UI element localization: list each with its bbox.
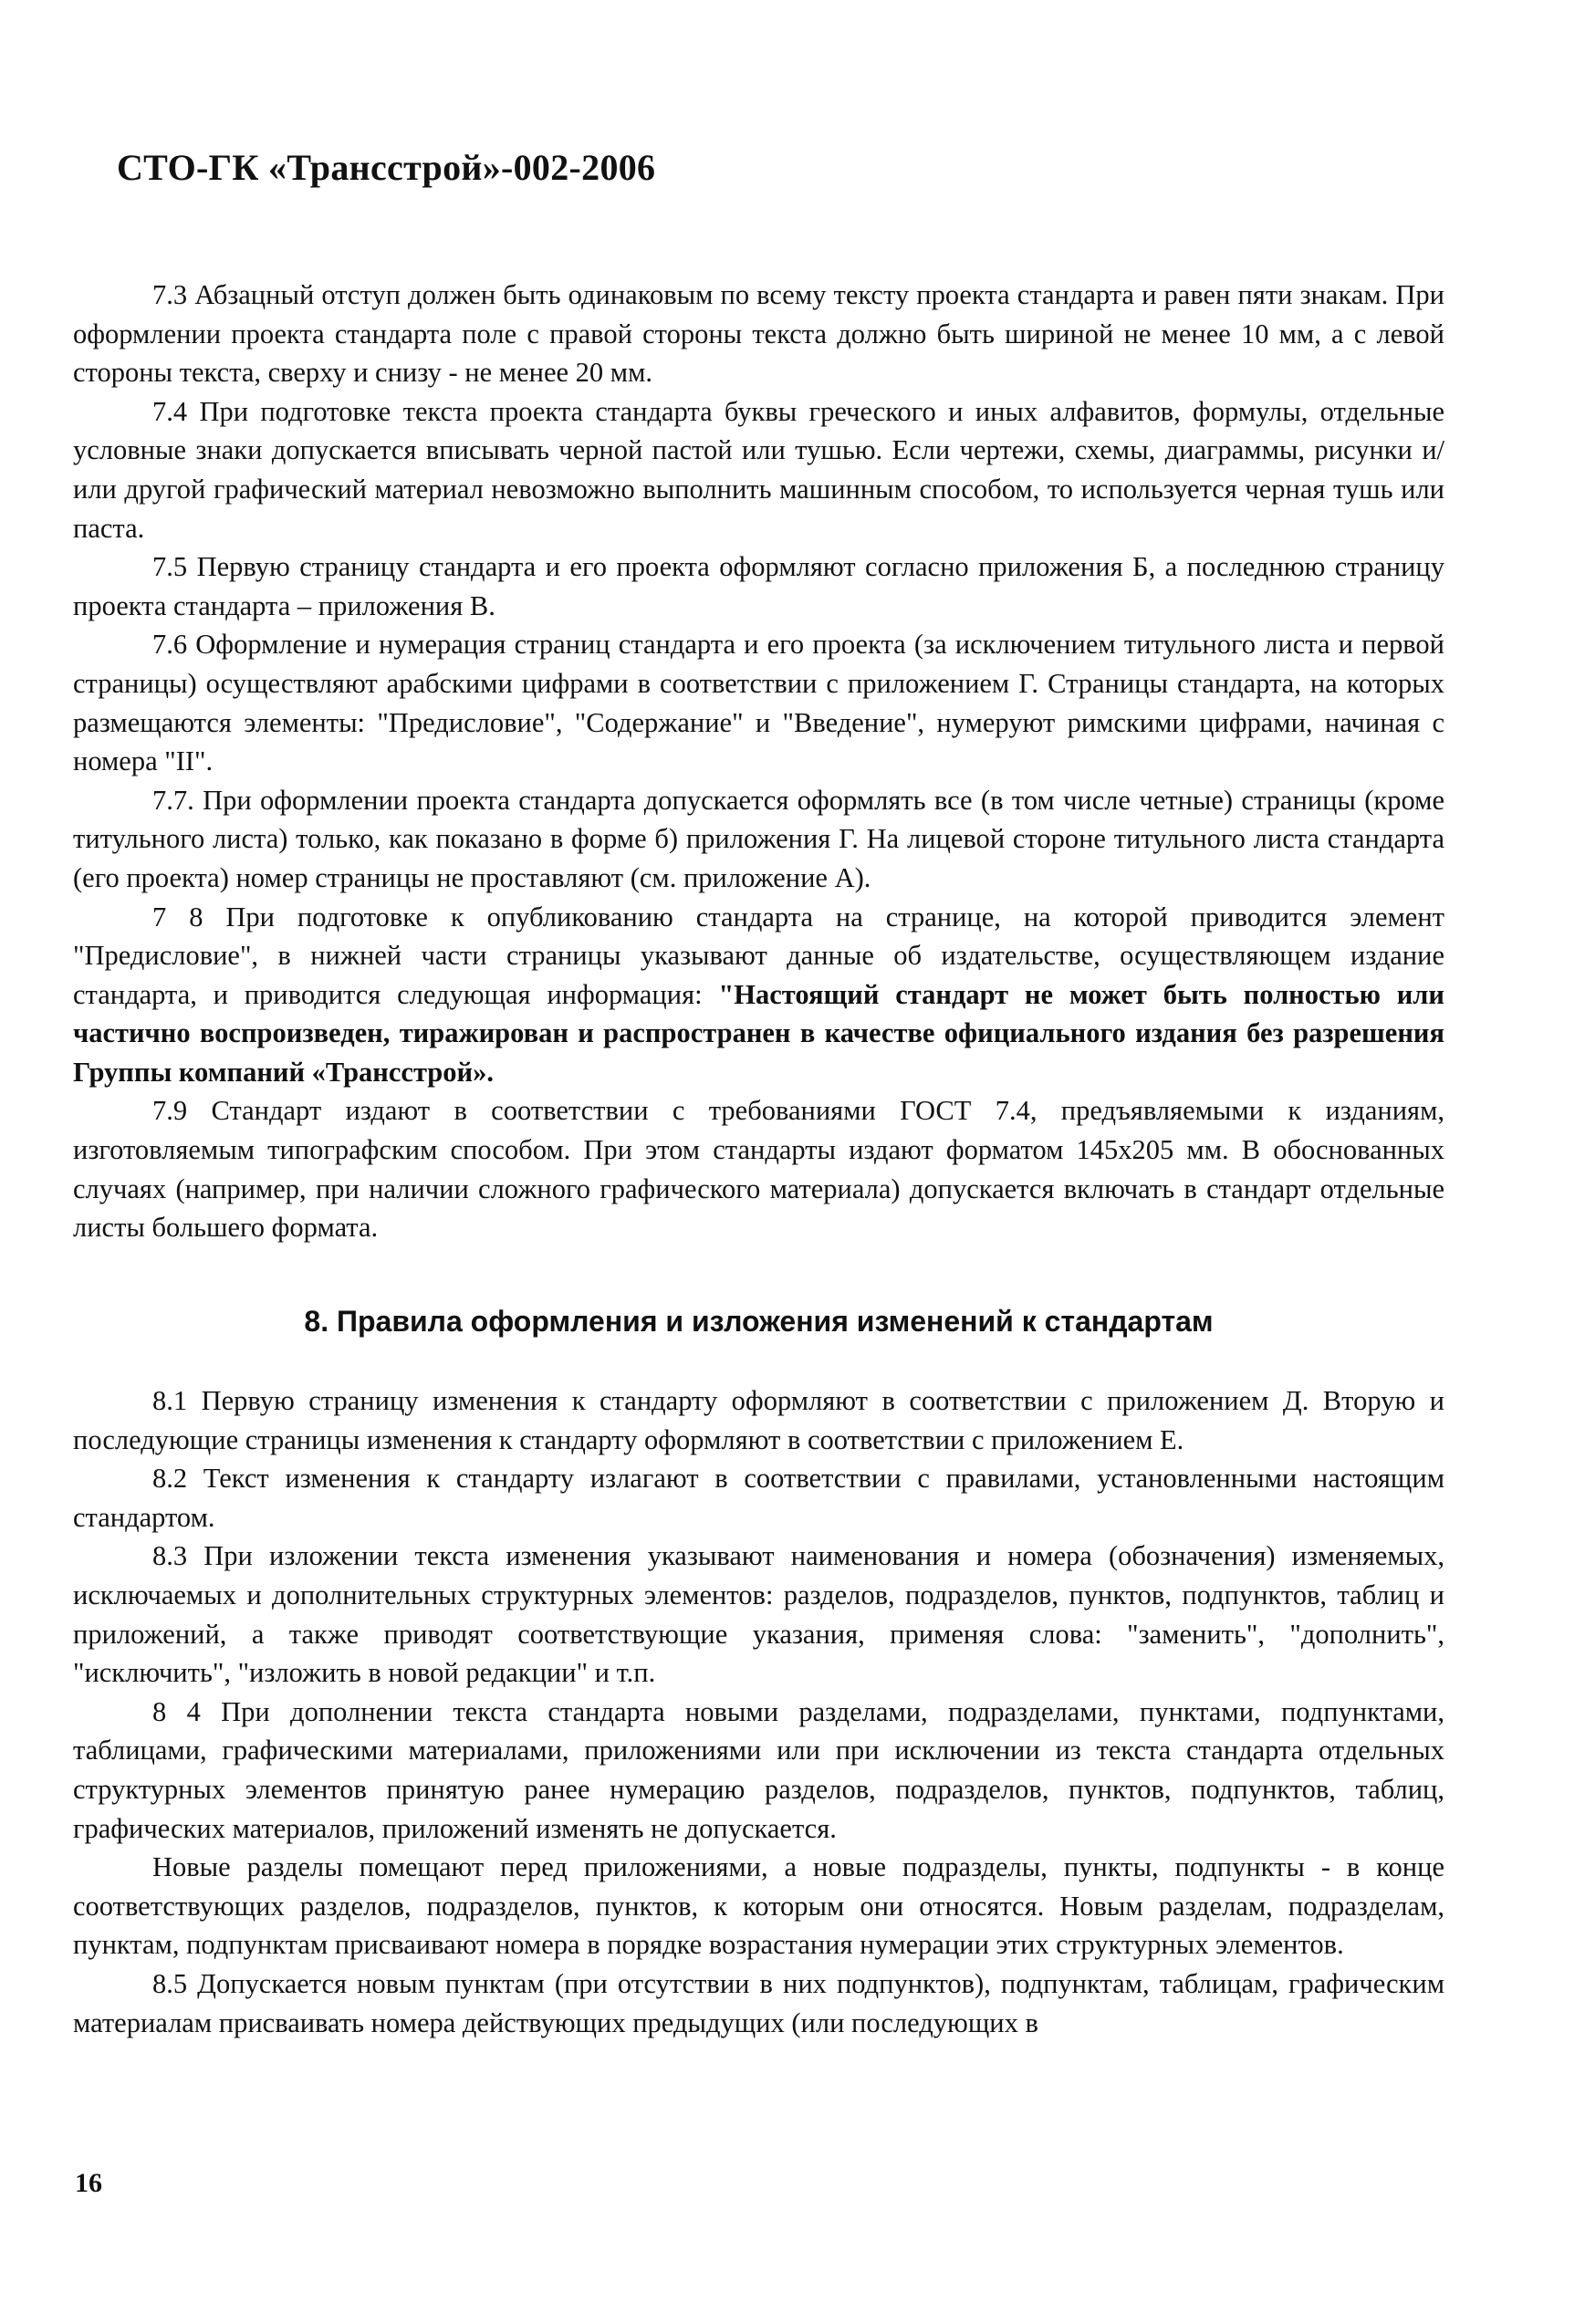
paragraph-8-4-continued: Новые разделы помещают перед приложениями, а новые подразделы, пункты, подпункты - в конце соответствующих разделов, подразделов, пунктов, к которым они относятся. Новым разделам, подразделам, пунктам, подпунктам присваивают номера в порядке возрастания нумерации этих структурных элементов. [73,1851,1444,1961]
document-code-header: СТО-ГК «Трансстрой»-002-2006 [117,147,656,188]
paragraph-7-3: 7.3 Абзацный отступ должен быть одинаковым по всему тексту проекта стандарта и равен пяти знакам. При оформлении проекта стандарта поле с правой стороны текста должно быть шириной не менее 10 мм, а с левой стороны текста, сверху и снизу - не менее 20 мм. [73,279,1444,389]
paragraph-8-5: 8.5 Допускается новым пунктам (при отсутствии в них подпунктов), подпунктам, таблицам, графическим материалам присваивать номера действующих предыдущих (или последующих в [73,1967,1444,2038]
copyright-notice: "Настоящий стандарт не может быть полностью или частично воспроизведен, тиражирован и распространен в качестве официального издания без разрешения Группы компаний «Трансстрой». [73,978,1444,1088]
paragraph-8-4: 8 4 При дополнении текста стандарта новыми разделами, подразделами, пунктами, подпунктами, таблицами, графическими материалами, приложениями или при исключении из текста стандарта отдельных структурных элементов принятую ранее нумерацию разделов, подразделов, пунктов, подпунктов, таблиц, графических материалов, приложений изменять не допускается. [73,1695,1444,1844]
page-number: 16 [75,2168,102,2198]
paragraph-8-3: 8.3 При изложении текста изменения указывают наименования и номера (обозначения) изменяемых, исключаемых и дополнительных структурных элементов: разделов, подразделов, пунктов, подпунктов, таблиц и приложений, а также приводят соответствующие указания, применяя слова: "заменить", "дополнить", "исключить", "изложить в новой редакции" и т.п. [73,1540,1444,1689]
paragraph-7-6: 7.6 Оформление и нумерация страниц стандарта и его проекта (за исключением титульного листа и первой страницы) осуществляют арабскими цифрами в соответствии с приложением Г. Страницы стандарта, на которых размещаются элементы: "Предисловие", "Содержание" и "Введение", нумеруют римскими цифрами, начиная с номера "II". [73,629,1444,777]
paragraph-7-5: 7.5 Первую страницу стандарта и его проекта оформляют согласно приложения Б, а последнюю страницу проекта стандарта – приложения В. [73,551,1444,621]
paragraph-7-7: 7.7. При оформлении проекта стандарта допускается оформлять все (в том числе четные) страницы (кроме титульного листа) только, как показано в форме б) приложения Г. На лицевой стороне титульного листа стандарта (его проекта) номер страницы не проставляют (см. приложение А). [73,784,1444,893]
paragraph-7-8-intro: 7 8 При подготовке к опубликованию стандарта на странице, на которой приводится элемент "Предисловие", в нижней части страницы указывают данные об издательстве, осуществляющем издание стандарта, и приводится следующая информация: [73,901,1444,1010]
paragraph-7-8 [73,898,1444,1092]
paragraph-7-4: 7.4 При подготовке текста проекта стандарта буквы греческого и иных алфавитов, формулы, отдельные условные знаки допускается вписывать черной пастой или тушью. Если чертежи, схемы, диаграммы, рисунки и/или другой графический материал невозможно выполнить машинным способом, то используется черная тушь или паста. [73,395,1444,544]
paragraph-8-1: 8.1 Первую страницу изменения к стандарту оформляют в соответствии с приложением Д. Вторую и последующие страницы изменения к стандарту оформляют в соответствии с приложением Е. [73,1385,1444,1455]
section-8-text [73,1381,1444,2042]
section-7-text [73,276,1444,1247]
paragraph-8-2: 8.2 Текст изменения к стандарту излагают в соответствии с правилами, установленными настоящим стандартом. [73,1463,1444,1533]
paragraph-7-9: 7.9 Стандарт издают в соответствии с требованиями ГОСТ 7.4, предъявляемыми к изданиям, изготовляемым типографским способом. При этом стандарты издают форматом 145х205 мм. В обоснованных случаях (например, при наличии сложного графического материала) допускается включать в стандарт отдельные листы большего формата. [73,1095,1444,1244]
section-8-heading: 8. Правила оформления и изложения изменений к стандартам [304,1305,1214,1338]
